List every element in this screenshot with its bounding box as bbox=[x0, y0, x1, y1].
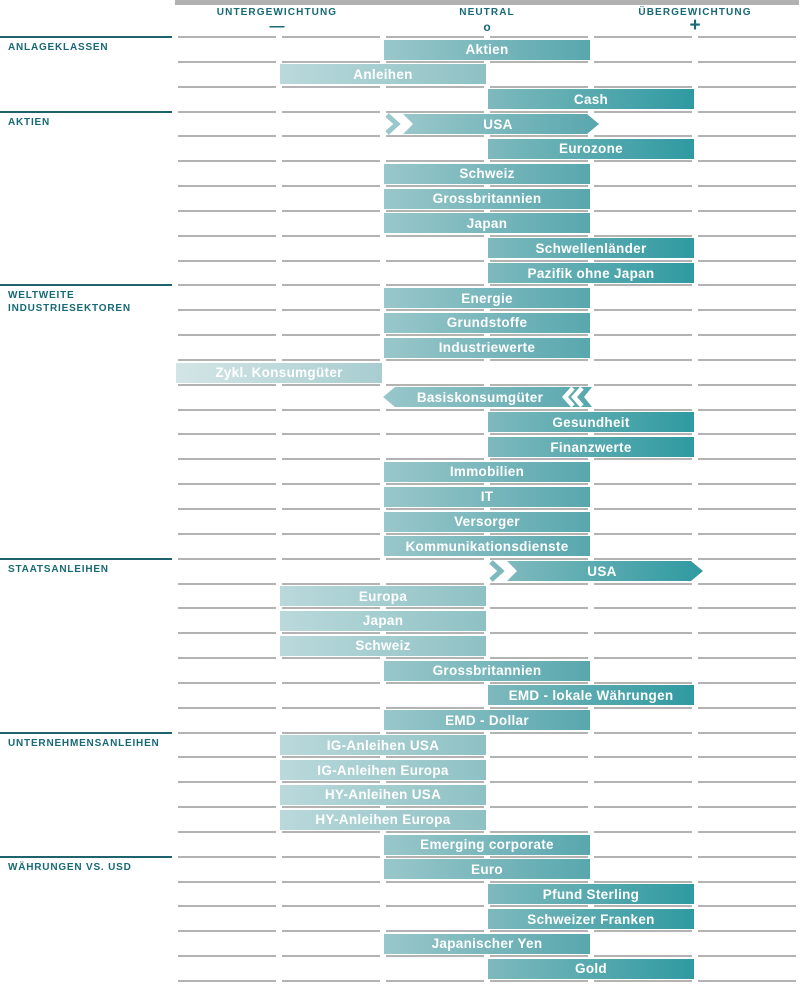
bar-label: Schweiz bbox=[355, 638, 411, 654]
bar-label: Pfund Sterling bbox=[542, 886, 640, 902]
grid-line bbox=[175, 334, 799, 336]
grid-line bbox=[175, 86, 799, 88]
bar-zykl-konsumg-ter bbox=[176, 363, 382, 383]
bar-label: EMD - lokale Währungen bbox=[508, 687, 674, 703]
bar-label: Euro bbox=[471, 861, 503, 877]
grid-line bbox=[175, 160, 799, 162]
bar-gesundheit bbox=[488, 412, 694, 432]
section-divider-line bbox=[0, 558, 172, 560]
minus-symbol: — bbox=[269, 18, 285, 35]
axis-header-overweight bbox=[585, 7, 800, 36]
section-title-line: AKTIEN bbox=[8, 116, 51, 128]
grid-line bbox=[175, 583, 799, 585]
section-divider-line bbox=[0, 284, 172, 286]
grid-line bbox=[175, 433, 799, 435]
bar-basiskonsumg-ter-trend-arrow bbox=[383, 387, 593, 407]
bar-kommunikationsdienste bbox=[384, 536, 590, 556]
chevron-right-icon bbox=[491, 562, 501, 580]
grid-line bbox=[175, 632, 799, 634]
grid-line bbox=[175, 881, 799, 883]
bar-label: Versorger bbox=[454, 514, 520, 530]
bar-it bbox=[384, 487, 590, 507]
neutral-symbol: o bbox=[483, 20, 491, 34]
grid-line bbox=[175, 682, 799, 684]
grid-line bbox=[175, 831, 799, 833]
grid-line bbox=[175, 36, 799, 38]
bar-schweiz bbox=[384, 164, 590, 184]
grid-line bbox=[175, 806, 799, 808]
axis-label-overweight: ÜBERGEWICHTUNG bbox=[638, 7, 752, 18]
grid-line bbox=[175, 905, 799, 907]
bar-ig-anleihen-usa bbox=[280, 735, 486, 755]
grid-line bbox=[175, 607, 799, 609]
section-divider-line bbox=[0, 111, 172, 113]
axis-label-neutral: NEUTRAL bbox=[459, 7, 515, 18]
bar-label: Schweiz bbox=[459, 166, 515, 182]
bar-label: Europa bbox=[358, 588, 408, 604]
section-title-line: WÄHRUNGEN VS. USD bbox=[8, 861, 132, 873]
grid-line bbox=[175, 235, 799, 237]
grid-line bbox=[175, 284, 799, 286]
bar-europa bbox=[280, 586, 486, 606]
bar-schweizer-franken bbox=[488, 909, 694, 929]
bar-label: Grossbritannien bbox=[432, 663, 542, 679]
bar-ig-anleihen-europa bbox=[280, 760, 486, 780]
bar-japan bbox=[384, 213, 590, 233]
grid-line bbox=[175, 111, 799, 113]
bar-schweiz bbox=[280, 636, 486, 656]
bar-hy-anleihen-europa bbox=[280, 810, 486, 830]
bar-label: IG-Anleihen USA bbox=[326, 737, 440, 753]
grid-line bbox=[175, 558, 799, 560]
bar-label: IT bbox=[480, 489, 494, 505]
bar-anleihen bbox=[280, 64, 486, 84]
section-title-w-hrungen-vs-usd bbox=[8, 861, 132, 874]
grid-line bbox=[175, 409, 799, 411]
bar-label: Aktien bbox=[465, 42, 509, 58]
section-title-staatsanleihen bbox=[8, 563, 109, 576]
bar-pazifik-ohne-japan bbox=[488, 263, 694, 283]
bar-label: Grossbritannien bbox=[432, 191, 542, 207]
bar-finanzwerte bbox=[488, 437, 694, 457]
bar-hy-anleihen-usa bbox=[280, 785, 486, 805]
section-title-weltweite-industriesektoren bbox=[8, 289, 131, 315]
section-title-anlageklassen bbox=[8, 41, 108, 54]
header-top-rule bbox=[175, 0, 799, 5]
axis-header-neutral bbox=[377, 7, 597, 35]
bar-label: Finanzwerte bbox=[550, 439, 632, 455]
grid-line bbox=[175, 980, 799, 982]
section-title-line: ANLAGEKLASSEN bbox=[8, 42, 109, 53]
bar-emerging-corporate bbox=[384, 835, 590, 855]
grid-line bbox=[175, 533, 799, 535]
bar-schwellenl-nder bbox=[488, 238, 694, 258]
bar-label: Emerging corporate bbox=[420, 837, 554, 853]
bar-grundstoffe bbox=[384, 313, 590, 333]
bar-label: USA bbox=[587, 564, 617, 580]
grid-line bbox=[175, 309, 799, 311]
grid-line bbox=[175, 732, 799, 734]
bar-industriewerte bbox=[384, 338, 590, 358]
bar-label: HY-Anleihen Europa bbox=[315, 812, 451, 828]
bar-label: Eurozone bbox=[559, 141, 623, 157]
bar-energie bbox=[384, 288, 590, 308]
section-divider-line bbox=[0, 856, 172, 858]
section-title-line: WELTWEITE bbox=[8, 290, 75, 302]
section-divider-line bbox=[0, 732, 172, 734]
grid-line bbox=[175, 508, 799, 510]
bar-label: Kommunikationsdienste bbox=[405, 538, 569, 554]
section-divider-line bbox=[0, 36, 172, 38]
bar-label: Industriewerte bbox=[438, 340, 536, 356]
section-title-line: UNTERNEHMENSANLEIHEN bbox=[8, 737, 160, 749]
bar-label: Pazifik ohne Japan bbox=[527, 265, 655, 281]
bar-label: Zykl. Konsumgüter bbox=[215, 365, 343, 381]
grid-line bbox=[175, 781, 799, 783]
grid-line bbox=[175, 359, 799, 361]
grid-line bbox=[175, 955, 799, 957]
bar-immobilien bbox=[384, 462, 590, 482]
bar-label: Cash bbox=[573, 91, 609, 107]
bar-label: Immobilien bbox=[449, 464, 525, 480]
chevron-right-icon bbox=[387, 115, 397, 133]
section-title-aktien bbox=[8, 116, 50, 129]
bar-label: Gold bbox=[575, 961, 607, 977]
bar-emd-dollar bbox=[384, 710, 590, 730]
plus-symbol: + bbox=[689, 15, 701, 36]
grid-line bbox=[175, 61, 799, 63]
bar-label: Gesundheit bbox=[552, 414, 630, 430]
grid-line bbox=[175, 930, 799, 932]
bar-eurozone bbox=[488, 139, 694, 159]
bar-label: IG-Anleihen Europa bbox=[317, 762, 449, 778]
section-title-line: STAATSANLEIHEN bbox=[8, 563, 109, 575]
bar-cash bbox=[488, 89, 694, 109]
bar-aktien bbox=[384, 40, 590, 60]
bar-gold bbox=[488, 959, 694, 979]
grid-line bbox=[175, 756, 799, 758]
grid-line bbox=[175, 458, 799, 460]
grid-line bbox=[175, 185, 799, 187]
grid-line bbox=[175, 384, 799, 386]
bar-usa-trend-arrow bbox=[383, 114, 603, 134]
grid-line bbox=[175, 657, 799, 659]
bar-label: Grundstoffe bbox=[446, 315, 528, 331]
section-title-line: INDUSTRIESEKTOREN bbox=[8, 303, 131, 315]
bar-label: Energie bbox=[461, 290, 513, 306]
bar-grossbritannien bbox=[384, 661, 590, 681]
axis-header-underweight bbox=[167, 7, 387, 35]
bar-label: Basiskonsumgüter bbox=[416, 390, 544, 406]
bar-euro bbox=[384, 859, 590, 879]
axis-label-underweight: UNTERGEWICHTUNG bbox=[216, 7, 338, 18]
grid-line bbox=[175, 483, 799, 485]
bar-label: Anleihen bbox=[353, 66, 413, 82]
bar-label: Japan bbox=[362, 613, 404, 629]
grid-line bbox=[175, 707, 799, 709]
bar-label: HY-Anleihen USA bbox=[324, 787, 442, 803]
bar-emd-lokale-w-hrungen bbox=[488, 685, 694, 705]
bar-grossbritannien bbox=[384, 189, 590, 209]
grid-line bbox=[175, 260, 799, 262]
bar-pfund-sterling bbox=[488, 884, 694, 904]
grid-line bbox=[175, 210, 799, 212]
bar-label: USA bbox=[483, 116, 513, 132]
bar-label: Japan bbox=[466, 215, 508, 231]
bar-japanischer-yen bbox=[384, 934, 590, 954]
bar-label: Schwellenländer bbox=[535, 240, 647, 256]
grid-line bbox=[175, 856, 799, 858]
bar-japan bbox=[280, 611, 486, 631]
bar-label: Japanischer Yen bbox=[431, 936, 543, 952]
grid-line bbox=[175, 135, 799, 137]
bar-versorger bbox=[384, 512, 590, 532]
bar-usa-trend-arrow bbox=[487, 561, 707, 581]
bar-label: EMD - Dollar bbox=[445, 712, 529, 728]
section-title-unternehmensanleihen bbox=[8, 737, 160, 750]
bar-label: Schweizer Franken bbox=[527, 911, 655, 927]
